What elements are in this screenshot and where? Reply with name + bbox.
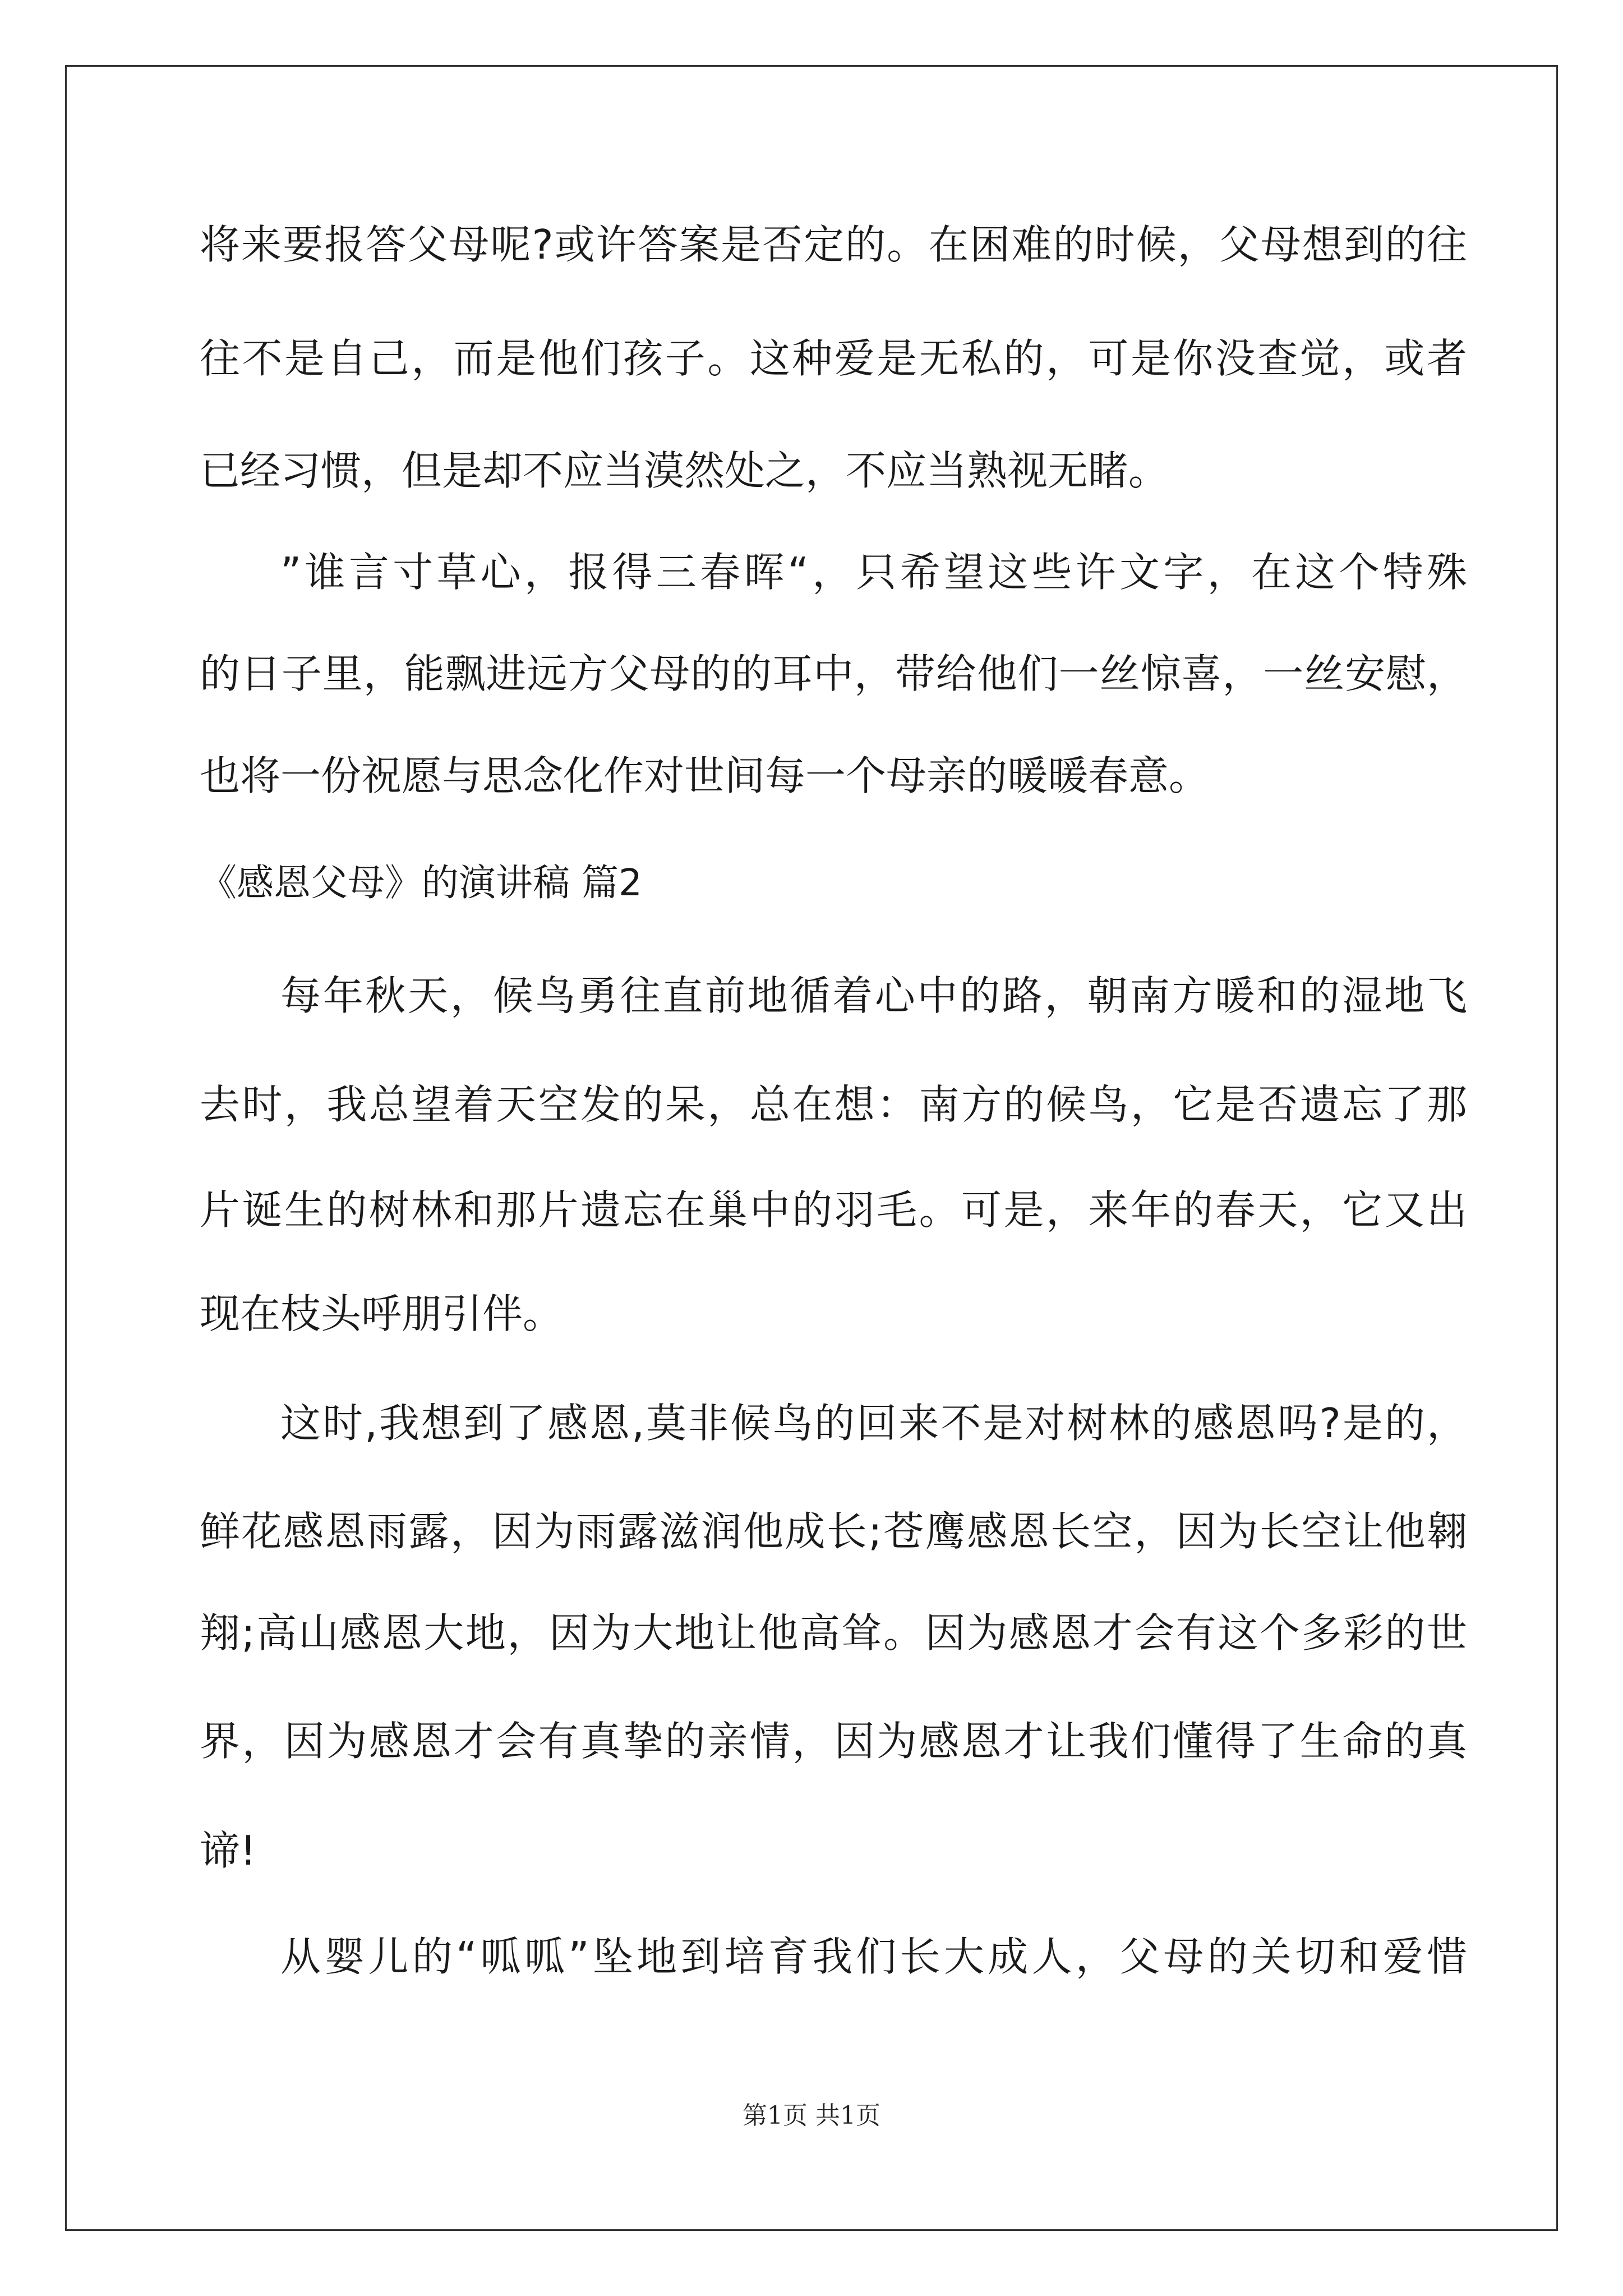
text-line: ”谁言寸草心，报得三春晖“，只希望这些许文字，在这个特殊	[280, 549, 1467, 596]
text-line: 翔;高山感恩大地，因为大地让他高耸。因为感恩才会有这个多彩的世	[200, 1609, 1467, 1657]
section-title: 《感恩父母》的演讲稿 篇2	[200, 861, 642, 904]
text-line: 片诞生的树林和那片遗忘在巢中的羽毛。可是，来年的春天，它又出	[200, 1186, 1467, 1234]
page-border	[65, 65, 1558, 2231]
page-number: 第1页 共1页	[743, 2101, 880, 2130]
text-line: 往不是自己，而是他们孩子。这种爱是无私的，可是你没查觉，或者	[200, 335, 1467, 382]
text-line: 也将一份祝愿与思念化作对世间每一个母亲的暖暖春意。	[200, 752, 1210, 799]
text-line: 从婴儿的“呱呱”坠地到培育我们长大成人，父母的关切和爱惜	[280, 1933, 1467, 1980]
text-line: 现在枝头呼朋引伴。	[200, 1290, 564, 1337]
text-line: 这时,我想到了感恩,莫非候鸟的回来不是对树林的感恩吗?是的，	[280, 1400, 1467, 1447]
text-line: 界，因为感恩才会有真挚的亲情，因为感恩才让我们懂得了生命的真	[200, 1718, 1467, 1765]
text-line: 已经习惯，但是却不应当漠然处之，不应当熟视无睹。	[200, 447, 1169, 494]
text-line: 去时，我总望着天空发的呆，总在想：南方的候鸟，它是否遗忘了那	[200, 1081, 1467, 1128]
text-line: 鲜花感恩雨露，因为雨露滋润他成长;苍鹰感恩长空，因为长空让他翱	[200, 1508, 1467, 1555]
text-line: 每年秋天，候鸟勇往直前地循着心中的路，朝南方暖和的湿地飞	[280, 972, 1467, 1019]
text-line: 的日子里，能飘进远方父母的的耳中，带给他们一丝惊喜，一丝安慰，	[200, 650, 1467, 697]
text-line: 谛!	[200, 1827, 256, 1874]
text-line: 将来要报答父母呢?或许答案是否定的。在困难的时候，父母想到的往	[200, 221, 1467, 268]
